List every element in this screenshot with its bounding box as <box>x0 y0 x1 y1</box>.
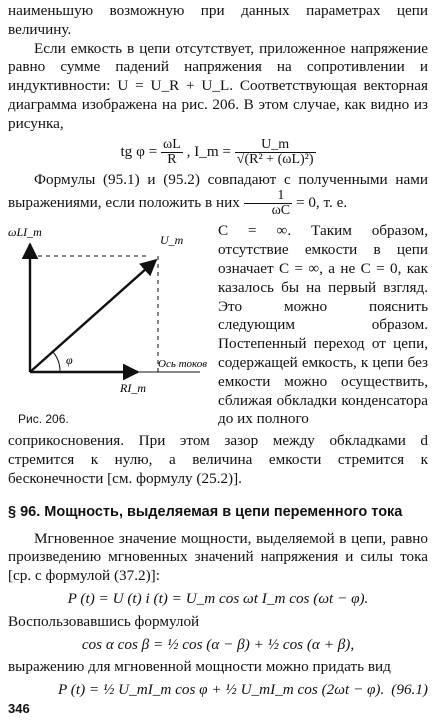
paragraph-2 <box>8 171 428 219</box>
label-y: ωLI_m <box>8 225 42 240</box>
paragraph-2-a: Формулы (95.1) и (95.2) совпадают с полученными нами выражениями, если положить в них <box>8 170 428 212</box>
section-heading: § 96. Мощность, выделяемая в цепи переменного тока <box>8 503 403 520</box>
equation-2: P (t) = U (t) i (t) = U_m cos ωt I_m cos (ωt − φ). <box>67 589 369 607</box>
eq1-numerator: ωL <box>163 136 181 152</box>
paragraph-3: соприкосновения. При этом зазор между обкладками d стремится к нулю, а величина емкости стремится к бесконечности [см. формулу (25.2)]. <box>8 432 428 487</box>
eq1-numerator-2: U_m <box>235 138 316 153</box>
eq1-left: tg φ = <box>120 142 161 160</box>
paragraph-1: Если емкость в цепи отсутствует, приложенное напряжение равно сумме падений напряжения на сопротивлении и индуктивности: U = U_R + U_L. Соответствующая векторная диаграмма изображена на рис. 206. В этом случае, как видно из рисунка, <box>8 39 428 132</box>
phi-arc <box>53 352 60 372</box>
label-x1: RI_m <box>120 381 146 396</box>
figure-caption: Рис. 206. <box>18 412 69 427</box>
p2-frac-den: ωC <box>271 203 291 219</box>
page-number: 346 <box>8 701 30 716</box>
equation-4 <box>8 681 428 700</box>
label-phi: φ <box>66 353 73 368</box>
label-axis: Ось токов <box>158 358 208 371</box>
paragraph-0: наименьшую возможную при данных параметрах цепи величину. <box>8 2 428 38</box>
label-um: U_m <box>160 233 184 248</box>
paragraph-5: Воспользовавшись формулой <box>8 612 200 630</box>
equation-4-body: P (t) = ½ U_mI_m cos φ + ½ U_mI_m cos (2ωt − φ). <box>58 681 385 699</box>
equation-4-number: (96.1) <box>391 681 428 699</box>
p2-frac-num: 1 <box>244 189 293 204</box>
eq1-denominator-2: √(R² + (ωL)²) <box>236 151 314 167</box>
equation-1 <box>8 138 428 167</box>
equation-3: cos α cos β = ½ cos (α − β) + ½ cos (α + β), <box>81 635 355 653</box>
vector-diagram <box>8 222 208 422</box>
figure-block <box>8 222 428 432</box>
paragraph-4: Мгновенное значение мощности, выделяемой в цепи, равно произведению мгновенных значений напряжения и силы тока [ср. с формулой (37.2)]: <box>8 529 428 585</box>
eq1-mid: , I_m = <box>186 142 235 160</box>
p2-fraction <box>244 189 293 218</box>
um-vector <box>30 260 156 372</box>
eq1-denominator: R <box>167 151 177 167</box>
eq1-fraction-2 <box>235 138 316 167</box>
side-paragraph: C = ∞. Таким образом, отсутствие емкости в цепи означает C = ∞, а не C = 0, как казалось бы на первый взгляд. Это можно пояснить следующим образом. Постепенный переход от цепи, содержащей емкость, к цепи без емкости можно осуществить, сближая обкладки конденсатора до их полного <box>218 222 428 428</box>
eq1-fraction <box>161 138 183 167</box>
paragraph-6: выражению для мгновенной мощности можно придать вид <box>8 658 391 676</box>
paragraph-2-b: = 0, т. е. <box>292 194 348 212</box>
page-content <box>8 2 428 704</box>
